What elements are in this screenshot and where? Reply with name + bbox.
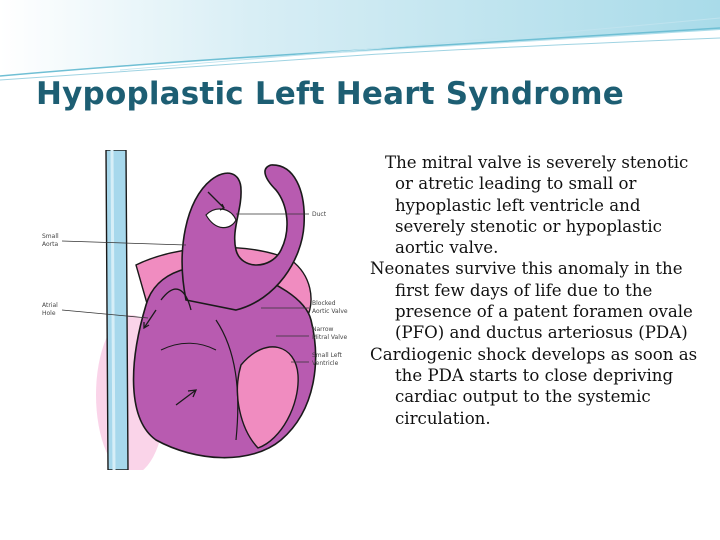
vena-cava (106, 150, 128, 470)
label-small-left-ventricle-1: Small Left (312, 352, 342, 359)
label-small-aorta-2: Aorta (42, 241, 59, 248)
label-atrial-hole-1: Atrial (42, 302, 58, 309)
heart-diagram (36, 150, 356, 470)
slide-title: Hypoplastic Left Heart Syndrome (36, 76, 625, 112)
paragraph-mitral-valve: The mitral valve is severely stenotic or atretic leading to small or hypoplastic left ventricle and severely stenotic or hypoplastic aortic valve. (385, 153, 689, 258)
vena-cava-highlight (112, 150, 114, 470)
label-small-left-ventricle-2: Ventricle (312, 360, 339, 367)
heart-diagram-figure (36, 150, 356, 470)
label-blocked-aortic-valve-1: Blocked (312, 300, 336, 307)
label-narrow-mitral-valve-1: Narrow (312, 326, 334, 333)
paragraph-neonates-survival: Neonates survive this anomaly in the first few days of life due to the presence of a patent foramen ovale (PFO) and ductus arteriosus (PDA) (370, 259, 693, 343)
label-duct: Duct (312, 211, 327, 218)
label-blocked-aortic-valve-2: Aortic Valve (312, 308, 348, 315)
label-small-aorta-1: Small (42, 233, 59, 240)
label-atrial-hole-2: Hole (42, 310, 56, 317)
slide-body-text (370, 152, 705, 429)
label-narrow-mitral-valve-2: Mitral Valve (312, 334, 348, 341)
paragraph-cardiogenic-shock: Cardiogenic shock develops as soon as the PDA starts to close depriving cardiac output to the systemic circulation. (370, 344, 698, 428)
